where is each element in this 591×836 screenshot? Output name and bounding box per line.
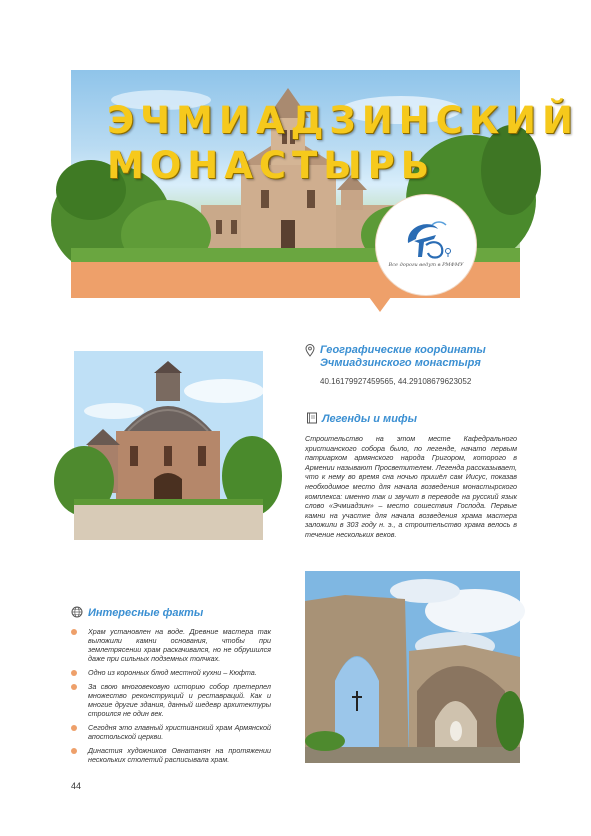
bullet-dot [71, 629, 77, 635]
bullet-dot [71, 684, 77, 690]
globe-icon [71, 606, 83, 618]
fact-text: За свою многовековую историю собор претерпел множество реконструкций и реставраций. Как и многие другие здания, данный шедевр архитектуры строился не один век. [88, 682, 271, 718]
legends-text: Строительство на этом месте Кафедрального христианского собора было, по легенде, начато первым патриархом армянского народа Григором, которого в Армении называют Просветителем. Легенда рассказывает, что к нему во время сна ночью пришёл сам Иисус, показав необходимое место для начала возведения монастырского комплекса: именно так и звучит в переводе на русский язык слово «Эчмиадзин» – место сошествия Господа. Первые камни на участке для начала возведения храма мастера заложили в 303 году н. э., а строительство храма велось в течение нескольких веков. [305, 434, 517, 539]
book-icon [306, 412, 318, 424]
orange-band-pointer [369, 297, 391, 312]
coordinates-value: 40.16179927459565, 44.29108679623052 [320, 377, 472, 386]
list-item [71, 746, 271, 764]
fact-text: Сегодня это главный христианский храм Армянской апостольской церкви. [88, 723, 271, 741]
logo-emblem [376, 195, 476, 295]
facts-list [71, 627, 271, 769]
bullet-dot [71, 748, 77, 754]
coordinates-heading-line-2: Эчмиадзинского монастыря [320, 357, 481, 369]
coordinates-heading-line-1: Географические координаты [320, 344, 486, 356]
monastery-dome-photo [74, 351, 263, 540]
facts-heading: Интересные факты [88, 607, 204, 619]
bullet-dot [71, 725, 77, 731]
title-line-1: ЭЧМИАДЗИНСКИЙ [107, 99, 579, 142]
fact-text: Храм установлен на воде. Древние мастера так выложили камни основания, чтобы при землетрясении храм раскачивался, но не обрушился даже при сильных подземных толчках. [88, 627, 271, 663]
page-number: 44 [71, 781, 82, 791]
bullet-dot [71, 670, 77, 676]
arch-gate-photo [305, 571, 520, 763]
list-item [71, 627, 271, 663]
logo-caption: Все дороги ведут в РМФМУ [388, 262, 464, 268]
page-title [107, 98, 579, 188]
list-item [71, 723, 271, 741]
location-pin-icon [305, 344, 315, 357]
fact-text: Династия художников Овнатанян на протяжении нескольких столетий расписывала храм. [88, 746, 271, 764]
coordinates-heading [320, 344, 486, 370]
fact-text: Одно из коронных блюд местной кухни – Кюфта. [88, 668, 257, 677]
legends-heading: Легенды и мифы [322, 413, 418, 425]
list-item [71, 668, 271, 677]
logo [376, 195, 476, 295]
title-line-2: МОНАСТЫРЬ [107, 144, 435, 187]
list-item [71, 682, 271, 718]
